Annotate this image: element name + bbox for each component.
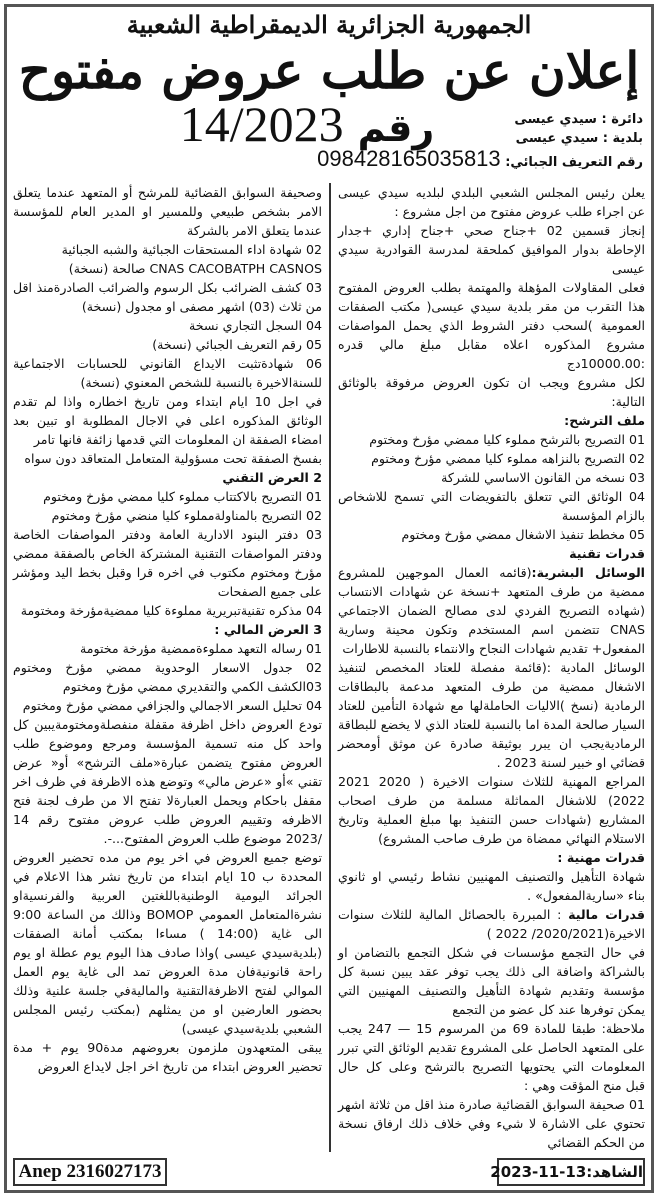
paragraph [338, 1019, 645, 1095]
paragraph-text: في حال التجمع مؤسسات في شكل التجمع بالتضامن او بالشراكة واضافة الى ذلك يجب توفر عقد يبين نسبة كل مؤسسة وتقديم شهادة التأهيل والتصنيف المهنيين التي يمكن توفرها عند كل عضو من التجمع [338, 945, 645, 1017]
paragraph-text: 02 شهادة اداء المستحقات الجبائية والشبه الجبائية [61, 242, 322, 257]
paragraph [338, 525, 645, 544]
paragraph-text: لكل مشروع ويجب ان تكون العروض مرفوقة بالوثائق التالية: [338, 375, 645, 409]
paragraph-text: 04 تحليل السعر الاجمالي والجزافي ممضي مؤرخ ومختوم [22, 698, 322, 713]
paragraph [13, 601, 322, 620]
number-label: رقم [357, 106, 435, 150]
announcement-title: إعلان عن طلب عروض مفتوح [18, 41, 640, 100]
paragraph-heading: 2 العرض التقني [222, 470, 322, 485]
paragraph [338, 278, 645, 373]
number-value: 14/2023 [179, 96, 344, 152]
paragraph [13, 696, 322, 715]
announcement-header [7, 7, 651, 179]
paragraph-text: فعلى المقاولات المؤهلة والمهتمة بطلب العروض المفتوح هذا التقرب من مقر بلدية سيدي عيسى( مكتب الصفقات العمومية )لسحب دفتر الشروط الذي يحمل المواصفات مشروع المذكوره اعلاه مقابل مبلغ مالي قدره :10000.00دج [338, 280, 645, 371]
paragraph-text: 04 السجل التجاري نسخة [189, 318, 322, 333]
columns [7, 179, 651, 1152]
paragraph-text: 01 صحيفة السوابق القضائية صادرة منذ اقل من ثلاثة اشهر تحتوي على الاشارة لا شيء وفي خلاف ذلك ارفاق نسخة من الحكم القضائي [338, 1097, 645, 1150]
paragraph [338, 658, 645, 772]
paragraph [13, 1038, 322, 1076]
paragraph [13, 259, 322, 278]
paragraph [338, 563, 645, 658]
paragraph [338, 772, 645, 848]
paragraph [338, 943, 645, 1019]
paragraph-text: الوسائل المادية :(قائمة مفصلة للعتاد المخصص لتنفيذ الاشغال ممضية من طرف المتعهد مدعمة بالبطاقات الرمادية (نسخ )الاليات الحاملةلها مع شهادة التأمين للعتاد السيار صالحة المدة اما بالنسبة للعتاد الذي لا يخضع للبطاقة الرماديةيجب ان يبرر بوثيقة صادرة عن موثق أومحضر قضائي او خبير لسنة 2023 . [338, 660, 645, 770]
paragraph-text: 05 رقم التعريف الجبائي (نسخة) [152, 337, 322, 352]
paragraph [338, 1095, 645, 1152]
paragraph-text: تودع العروض داخل اظرفة مقفلة منفصلةومختومةيبين كل واحد كل منه تسمية المؤسسة ومرجع وموضوع طلب العروض مفتوح يتضمن عبارة«ملف الترشح» أو« عرض تقني »أو «عرض مالي» وتوضع هذه الاظرفة في ظرف اخر مقفل باحكام ويحمل العبارةلا تفتح الا من طرف لجنة فتح الاظرفه وتقييم العروض طلب عروض مفتوح رقم 14 /2023 موضوع طلب العروض المفتوح...-. [13, 717, 322, 846]
paragraph-text: يعلن رئيس المجلس الشعبي البلدي لبلديه سيدي عيسى عن اجراء طلب عروض مفتوح من اجل مشروع : [338, 185, 645, 219]
paragraph-text: بفسخ الصفقة تحت مسؤولية المتعامل المتعاقد دون سواه [24, 451, 322, 466]
paragraph-text: توضع جميع العروض في اخر يوم من مده تحضير العروض المحددة ب 10 ايام ابتداء من تاريخ نشر هذا الاعلام في الجرائد اليومية الوطنيةباللغتين العربية والفرنسيةاو نشرةالمتعامل العمومي BOMOP وذالك من الساعة 9:00 الى غاية (14:00 ) مساءا بمكتب أمانة الصفقات (بلديةسيدي عيسى )واذا صادف هذا اليوم يوم عطلة او يوم راحة قانونيةفان مدة العروض تمد الى غاية يوم العمل الموالي لفتح الاظرفةالتقنية والماليةفي جلسة علنية وذلك بحضور العارضين او من يمثلهم (بمكتب رئيس المجلس الشعبي بلديةسيدي عيسى) [13, 850, 322, 1036]
paragraph [13, 468, 322, 487]
paragraph-text: 04 مذكره تقنيةتبريرية مملوءة كليا ممضيةمؤرخة ومختومة [20, 603, 322, 618]
announcement-frame [4, 4, 654, 1193]
paragraph [13, 506, 322, 525]
paragraph [13, 183, 322, 240]
paragraph [13, 525, 322, 601]
paragraph-heading: قدرات مالية [568, 907, 645, 922]
paragraph [338, 867, 645, 905]
baladia: بلدية : سيدي عيسى [515, 131, 643, 146]
paragraph-text: 02 جدول الاسعار الوحدوية ممضي مؤرخ ومختوم 03الكشف الكمي والتقديري ممضي مؤرخ ومختوم [13, 660, 322, 694]
republic-heading: الجمهورية الجزائرية الديمقراطية الشعبية [126, 10, 532, 39]
announcement-number [157, 96, 457, 152]
paragraph-text: 03 نسخه من القانون الاساسي للشركة [441, 470, 645, 485]
paragraph [13, 240, 322, 259]
paragraph-text: 01 التصريح بالترشح مملوء كليا ممضي مؤرخ ومختوم [369, 432, 645, 447]
paragraph [338, 487, 645, 525]
paragraph [13, 639, 322, 658]
paragraph [338, 449, 645, 468]
tax-id [317, 146, 643, 172]
paragraph-text: يبقى المتعهدون ملزمون بعروضهم مدة90 يوم + مدة تحضير العروض ابتداء من تاريخ اخر اجل لايداع العروض [13, 1040, 323, 1074]
paragraph [338, 468, 645, 487]
paragraph-heading: 3 العرض المالي : [214, 622, 322, 637]
paragraph-text: 03 دفتر البنود الادارية العامة ودفتر المواصفات الخاصة ودفتر المواصفات التقنية المشتركة الخاص بالصفقة ممضي مؤرخ ومختوم مكتوب في اخره قرا وقبل بخط اليد ومؤشر على جميع الصفحات [13, 527, 322, 599]
paragraph [13, 278, 322, 316]
paragraph-text: : المبررة بالحصائل المالية للثلاث سنوات الاخيرة(2020/2021/ 2022 ) [338, 907, 645, 941]
paragraph-heading: الوسائل البشرية: [531, 565, 645, 580]
paragraph [13, 487, 322, 506]
tax-id-label: رقم التعريف الجبائي: [505, 155, 643, 170]
paragraph-heading: ملف الترشح: [564, 413, 645, 428]
paragraph [338, 848, 645, 867]
paragraph-text: 01 التصريح بالاكتتاب مملوء كليا ممضي مؤرخ ومختوم [43, 489, 322, 504]
paragraph-text: 02 التصريح بالنزاهه مملوء كليا ممضي مؤرخ ومختوم [371, 451, 645, 466]
paragraph [13, 335, 322, 354]
paragraph [13, 620, 322, 639]
paragraph [338, 411, 645, 430]
paragraph-text: المراجع المهنية للثلاث سنوات الاخيرة ( 2020 2021 2022) للاشغال المماثلة مسلمة من طرف اصحاب المشاريع (شهادات حسن التنفيذ بها مبلغ العملية وتاريخ الاستلام النهائي ممضاة من طرف صاحب المشروع) [338, 774, 645, 846]
paragraph [13, 715, 322, 848]
tax-id-value: 098428165035813 [317, 146, 501, 171]
paragraph-text: CNAS CACOBATPH CASNOS صالحة (نسخة) [68, 261, 322, 276]
paragraph-text: 06 شهادةتثبت الايداع القانوني للحسابات الاجتماعية للسنةالاخيرة بالنسبة للشخص المعنوي (نسخة) [13, 356, 322, 390]
paragraph-text: وصحيفة السوابق القضائية للمرشح أو المتعهد عندما يتعلق الامر بشخص طبيعي وللمسير او المدير العام للمؤسسة عندما يتعلق الامر بالشركة [13, 185, 322, 238]
footer [7, 1152, 651, 1190]
paragraph-heading: قدرات مهنية : [557, 850, 645, 865]
paragraph-text: ملاحظة: طبقا للمادة 69 من المرسوم 15 — 247 يجب على المتعهد الحاصل على المشروع تقديم الوثائق التي تبرر المعلومات التي يحتويها التصريح بالترشح وعلى كل حال قبل منح المؤقت وهي : [338, 1021, 645, 1093]
paragraph [13, 658, 322, 696]
paragraph-text: 03 كشف الضرائب بكل الرسوم والضرائب الصادرةمنذ اقل من ثلاث (03) اشهر مصفى او مجدول (نسخة) [13, 280, 322, 314]
paragraph-text: في اجل 10 ايام ابتداء ومن تاريخ اخطاره واذا لم تقدم الوثائق المذكوره اعلى في الاجال المطلوبة او تبين بعد امضاء الصفقة ان المعلومات التي قدمها زائفة فانها تامر [13, 394, 322, 447]
paragraph-text: 01 رساله التعهد مملوءةممضية مؤرخة مختومة [79, 641, 322, 656]
paragraph-text: شهادة التأهيل والتصنيف المهنيين نشاط رئيسي او ثانوي بناء «ساريةالمفعول» . [338, 869, 645, 903]
paragraph [13, 354, 322, 392]
paragraph [338, 221, 645, 278]
paragraph [338, 544, 645, 563]
paragraph-text: إنجاز قسمين 02 +جناح صحي +جناح إداري +جدار الإحاطة بدوار الموافيق كملحقة لمدرسة القوادرية سيدي عيسى [338, 223, 645, 276]
paragraph [338, 183, 645, 221]
left-column [13, 183, 329, 1152]
newspaper-date: الشاهد:13-11-2023 [497, 1158, 645, 1186]
paragraph [338, 905, 645, 943]
paragraph-text: (قائمه العمال الموجهين للمشروع ممضية من طرف المتعهد +نسخة عن شهادات الانتساب (شهاده التصريح الفردي لدى مصالح الضمان الاجتماعي CNAS تتضمن اسم المستخدم وتكون محينة وسارية المفعول+ تقديم شهادات النجاح والانتماء بالنسبة للاطارات [338, 565, 645, 656]
right-column [329, 183, 645, 1152]
paragraph-text: 04 الوثائق التي تتعلق بالتفويضات التي تسمح للاشخاص بالزام المؤسسة [338, 489, 645, 523]
daira: دائرة : سيدي عيسى [514, 112, 643, 127]
paragraph [13, 316, 322, 335]
paragraph [13, 848, 322, 1038]
paragraph [338, 373, 645, 411]
paragraph-text: 05 مخطط تنفيذ الاشغال ممضي مؤرخ ومختوم [401, 527, 645, 542]
anep-reference: Anep 2316027173 [13, 1158, 167, 1186]
paragraph-text: 02 التصريح بالمناولةمملوء كليا منضي مؤرخ ومختوم [51, 508, 322, 523]
paragraph [13, 449, 322, 468]
paragraph-heading: قدرات تقنية [569, 546, 645, 561]
paragraph [338, 430, 645, 449]
paragraph [13, 392, 322, 449]
